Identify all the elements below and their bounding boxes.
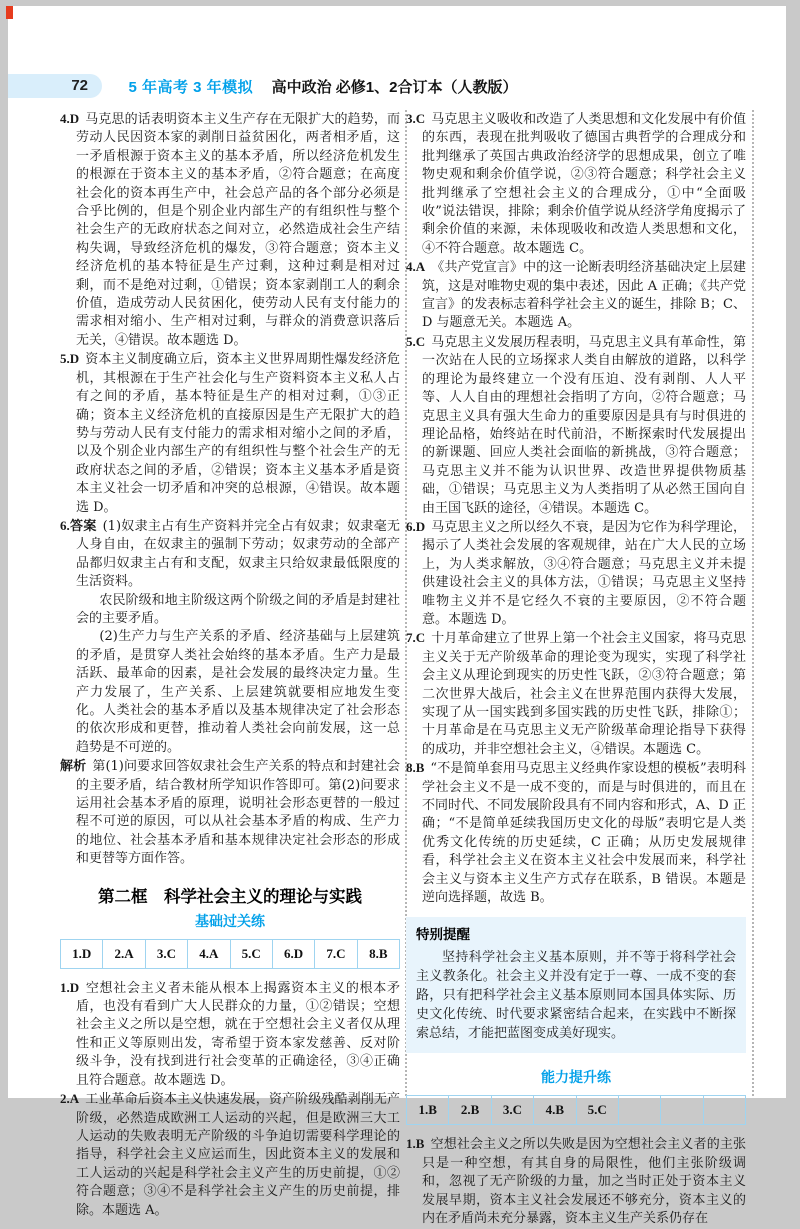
- answer-sub-paragraph: 农民阶级和地主阶级这两个阶级之间的矛盾是封建社会的主要矛盾。: [76, 592, 400, 626]
- answer-item-4a: [406, 258, 746, 333]
- answer-key-cell: 8.B: [357, 939, 399, 968]
- answer-label: 7.C: [406, 630, 426, 646]
- answer-item-8b: [406, 759, 746, 907]
- brand-title: 5 年高考 3 年模拟: [128, 78, 254, 96]
- right-column: [406, 110, 746, 1229]
- answer-item-5c: [406, 333, 746, 518]
- answer-item-1d: [60, 979, 400, 1090]
- answer-text: 马克思的话表明资本主义生产存在无限扩大的趋势，而劳动人民因资本家的剥削日益贫困化，两者相矛盾，这一矛盾根源于资本主义的基本矛盾，所以经济危机发生的根源在于资本主义的基本矛盾，②符合题意；在高度社会化的资本再生产中，社会总产品的各个部分必须是合乎比例的，但是个别企业内部生产的有组织性与整个社会生产的无政府状态之间对立，必然造成社会生产结构失调，导致经济危机的爆发，③符合题意；资本主义经济危机的基本特征是生产过剩，这种过剩是相对过剩，而不是绝对过剩，①错误；资本家剥削工人的剩余价值，造成劳动人民贫困化，使劳动人民有支付能力的需求相对缩小、生产相对过剩，与群众的消费意识落后无关，④错误。故本题选 D。: [76, 112, 400, 348]
- answer-key-cell: 3.C: [145, 939, 187, 968]
- answer-key-row: [61, 939, 400, 968]
- answer-item-4d: [60, 110, 400, 350]
- answer-sub-paragraph: (2)生产力与生产关系的矛盾、经济基础与上层建筑的矛盾，是贯穿人类社会始终的基本矛盾。生产力是最活跃、最革命的因素，是社会发展的最终决定力量。生产力发展了，生产关系、上层建筑就要相应地发生变化。人类社会的基本矛盾以及基本规律决定了社会形态的依次形成和更替，推动着人类社会向前发展，这一总趋势是不可逆的。: [76, 629, 400, 755]
- answer-label: 5.D: [60, 351, 80, 367]
- answer-key-cell: 2.B: [449, 1096, 491, 1125]
- answer-text: 十月革命建立了世界上第一个社会主义国家，将马克思主义关于无产阶级革命的理论变为现实，实现了科学社会主义从理论到现实的历史性飞跃，②③符合题意；第二次世界大战后，社会主义在世界范围内获得大发展，实现了从一国实践到多国实践的历史性飞跃，排除①；十月革命是在马克思主义无产阶级革命理论指导下获得的成功，并非空想社会主义，④错误。本题选 C。: [422, 631, 746, 757]
- basic-practice-heading: 基础过关练: [195, 912, 265, 929]
- answer-item-2a: [60, 1090, 400, 1220]
- answer-label: 3.C: [406, 111, 426, 126]
- answer-item-5d: [60, 350, 400, 517]
- answer-key-cell: 5.C: [576, 1096, 618, 1125]
- special-reminder-text: 坚持科学社会主义基本原则，并不等于将科学社会主义教条化。社会主义并没有定于一尊、一成不变的套路，只有把科学社会主义基本原则同本国具体实际、历史文化传统、时代要求紧密结合起来，在实践中不断探索总结，才能把蓝图变成美好现实。: [416, 950, 736, 1042]
- answer-item-6d: [406, 518, 746, 629]
- page-header: [8, 74, 786, 100]
- answer-label: 4.A: [406, 259, 426, 275]
- answer-label: 5.C: [406, 333, 426, 349]
- answer-text: “不是简单套用马克思主义经典作家设想的模板”表明科学社会主义不是一成不变的，而是与时俱进的，而且在不同时代、不同发展阶段具有不同内容和形式，A、D 正确；“不是简单延续我国历史文化的母版”表明它是人类优秀文化传统的历史延续，C 正确；从历史发展规律看，科学社会主义在资本主义社会中发展而来，科学社会主义与资本主义生产方式存在联系，B 错误。本题是逆向选择题，故选 B。: [422, 761, 746, 906]
- answer-label: 1.B: [406, 1136, 425, 1152]
- answer-key-cell: 2.A: [103, 939, 145, 968]
- basic-answer-key-table: [60, 939, 400, 969]
- answer-key-cell: [618, 1096, 660, 1125]
- answer-text: 马克思主义吸收和改造了人类思想和文化发展中有价值的东西，表现在批判吸收了德国古典哲学的合理成分和批判继承了英国古典政治经济学的思想成果，创立了唯物史观和剩余价值学说，②③符合题意；科学社会主义批判继承了空想社会主义的合理成分，①中“全面吸收”说法错误，排除；剩余价值学说从经济学角度揭示了剩余价值的来源，未体现吸收和改造人类思想和文化，④不符合题意。故本题选 C。: [422, 112, 746, 256]
- answer-text: 马克思主义发展历程表明，马克思主义具有革命性，第一次站在人民的立场探求人类自由解放的道路，以科学的理论为最终建立一个没有压迫、没有剥削、人人平等、人人自由的理想社会指明了方向，②符合题意；马克思主义具有强大生命力的重要原因是具有与时俱进的理论品格，始终站在时代前沿，不断探索时代发展提出的新课题、回应人类社会面临的新挑战，③符合题意；马克思主义并不能为认识世界、改造世界提供物质基础，①错误；马克思主义为人类指明了从必然王国向自由王国飞跃的途径，④错误。本题选 C。: [422, 334, 746, 516]
- answer-text: 工业革命后资本主义快速发展，资产阶级残酷剥削无产阶级，必然造成欧洲工人运动的兴起，但是欧洲三大工人运动的失败表明无产阶级的斗争迫切需要科学理论的指导，科学社会主义应运而生，因此资本主义的发展和工人运动的兴起是科学社会主义产生的历史前提，①②符合题意；③④不是科学社会主义产生的历史前提，排除。本题选 A。: [76, 1092, 400, 1218]
- answer-label: 8.B: [406, 760, 425, 776]
- answer-label: 2.A: [60, 1091, 80, 1107]
- answer-label: 4.D: [60, 111, 80, 126]
- answer-label: 6.答案: [60, 517, 97, 533]
- answer-text: 《共产党宣言》中的这一论断表明经济基础决定上层建筑，这是对唯物史观的集中表述，因此 A 正确；《共产党宣言》的发表标志着科学社会主义的诞生，排除 B；C、D 与题意无关。本题选 A。: [422, 260, 746, 331]
- answer-text: 资本主义制度确立后，资本主义世界周期性爆发经济危机，其根源在于生产社会化与生产资料资本主义私人占有之间的矛盾，基本特征是生产的相对过剩，①③正确；资本主义经济危机的直接原因是生产无限扩大的趋势与劳动人民有支付能力的需求相对缩小之间的矛盾，以及个别企业内部生产的有组织性与整个社会生产的无政府状态之间的矛盾，②错误；资本主义基本矛盾是资本主义社会一切矛盾和冲突的总根源，④错误。故本题选 D。: [76, 352, 400, 515]
- book-title: 高中政治 必修1、2合订本（人教版）: [271, 78, 518, 96]
- answer-item-6: [60, 517, 400, 757]
- answer-key-cell: 4.B: [534, 1096, 576, 1125]
- answer-key-cell: [703, 1096, 745, 1125]
- page-content: [60, 110, 746, 1229]
- left-column: [60, 110, 400, 1220]
- page-number-pill: [8, 74, 102, 98]
- ability-practice-heading: 能力提升练: [541, 1069, 611, 1086]
- answer-text: 空想社会主义之所以失败是因为空想社会主义者的主张只是一种空想，有其自身的局限性，他们主张阶级调和，忽视了无产阶级的力量，加之当时正处于资本主义发展早期，资本主义社会发展还不够充分，资本主义的内在矛盾尚未充分暴露，资本主义生产关系仍存在: [422, 1137, 746, 1227]
- answer-label: 6.D: [406, 518, 426, 534]
- answer-key-row: [407, 1096, 746, 1125]
- answer-key-cell: 1.B: [407, 1096, 449, 1125]
- answer-key-cell: 5.C: [230, 939, 272, 968]
- answer-item-1b: [406, 1135, 746, 1228]
- answer-key-cell: [661, 1096, 703, 1125]
- scan-registration-mark: [6, 6, 13, 19]
- analysis-label: 解析: [60, 758, 87, 774]
- answer-key-cell: 7.C: [315, 939, 357, 968]
- answer-text: (1)奴隶主占有生产资料并完全占有奴隶；奴隶毫无人身自由，在奴隶主的强制下劳动；奴隶劳动的全部产品都归奴隶主占有和支配，奴隶主只给奴隶最低限度的生活资料。: [76, 518, 400, 590]
- answer-item-3c: [406, 110, 746, 258]
- answer-item-7c: [406, 629, 746, 759]
- special-reminder-box: [406, 917, 746, 1053]
- ability-answer-key-table: [406, 1095, 746, 1125]
- answer-text: 空想社会主义者未能从根本上揭露资本主义的根本矛盾，也没有看到广大人民群众的力量，①②错误；空想社会主义之所以是空想，就在于空想社会主义者仅从理性和正义等原则出发，寄希望于资本家发慈善、反对阶级斗争，没有找到进行社会变革的正确途径，③④正确且符合题意。故本题选 D。: [76, 980, 400, 1088]
- answer-text: 马克思主义之所以经久不衰，是因为它作为科学理论，揭示了人类社会发展的客观规律，站在广大人民的立场上，为人类求解放，③④符合题意；马克思主义并未提供建设社会主义的具体方法，①错误；马克思主义坚持唯物主义并不是它经久不衰的主要原因，②不符合题意。本题选 D。: [422, 519, 746, 627]
- answer-key-cell: 1.D: [61, 939, 103, 968]
- answer-key-cell: 6.D: [272, 939, 314, 968]
- page: [8, 6, 786, 1227]
- answer-key-cell: 4.A: [188, 939, 230, 968]
- answer-label: 1.D: [60, 979, 80, 995]
- page-number: 72: [71, 77, 88, 94]
- frame2-section-title: 第二框 科学社会主义的理论与实践: [98, 887, 362, 906]
- analysis-item: [60, 757, 400, 868]
- answer-key-cell: 3.C: [491, 1096, 533, 1125]
- margin-dotted-line: [752, 110, 754, 1096]
- analysis-text: 第(1)问要求回答奴隶社会生产关系的特点和封建社会的主要矛盾，结合教材所学知识作答即可。第(2)问要求运用社会基本矛盾的原理，说明社会形态更替的一般过程不可逆的原因，可以从社会基本矛盾的构成、生产力的地位、社会基本矛盾和基本规律决定社会形态的形成和更替等方面作答。: [76, 759, 400, 867]
- special-reminder-title: 特别提醒: [416, 927, 470, 943]
